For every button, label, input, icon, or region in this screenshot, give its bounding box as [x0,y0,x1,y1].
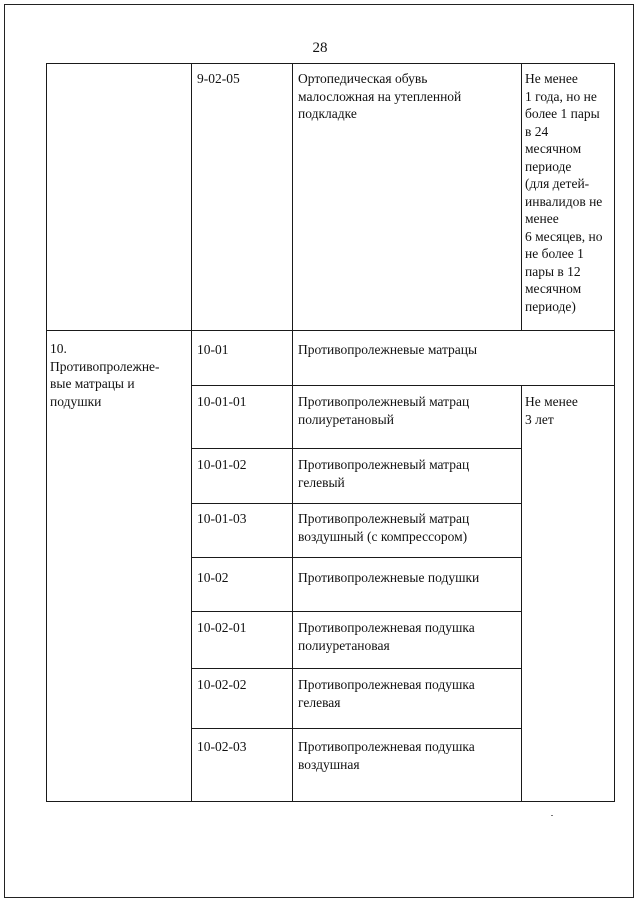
row-divider-10-01-03 [191,557,522,558]
cell-name: Противопролежневые матрацы [298,342,478,357]
row-divider-10-01-02 [191,503,522,504]
column-divider-2 [292,63,293,801]
cell-term: Не менее 1 года, но не более 1 пары в 24 месячном периоде (для детей- инвалидов не менее 6 месяцев, но не более 1 пары в 12 месячном периоде) [525,71,603,314]
cell-code: 10-01-01 [197,394,247,409]
cell-code: 10-01-02 [197,457,247,472]
row-divider-10-02 [191,611,522,612]
cell-name: Противопролежневая подушка гелевая [298,677,475,710]
cell-code: 9-02-05 [197,71,240,86]
cell-term: Не менее 3 лет [525,394,578,427]
cell-code: 10-02-03 [197,739,247,754]
table-border-top [46,63,615,64]
row-divider-10-01 [191,385,615,386]
table-border-right-bottom [614,385,615,801]
row-divider-section [46,330,615,331]
cell-name: Противопролежневый матрац воздушный (с компрессором) [298,511,470,544]
cell-name: Ортопедическая обувь малосложная на утепленной подкладке [298,71,462,121]
scan-speck [551,815,553,816]
row-divider-10-02-01 [191,668,522,669]
page-number: 28 [312,40,328,56]
table-border-bottom [46,801,615,802]
cell-name: Противопролежневые подушки [298,570,480,585]
row-divider-10-02-02 [191,728,522,729]
column-divider-1 [191,63,192,801]
cell-name: Противопролежневая подушка полиуретановая [298,620,475,653]
section-title: 10. Противопролежне- вые матрацы и подушки [50,341,160,409]
cell-code: 10-02-02 [197,677,247,692]
cell-code: 10-02-01 [197,620,247,635]
cell-code: 10-01 [197,342,229,357]
cell-code: 10-02 [197,570,229,585]
cell-name: Противопролежневый матрац гелевый [298,457,470,490]
row-divider-10-01-01 [191,448,522,449]
cell-name: Противопролежневый матрац полиуретановый [298,394,470,427]
column-divider-3-top [521,63,522,330]
cell-name: Противопролежневая подушка воздушная [298,739,475,772]
cell-code: 10-01-03 [197,511,247,526]
table-border-left [46,63,47,801]
